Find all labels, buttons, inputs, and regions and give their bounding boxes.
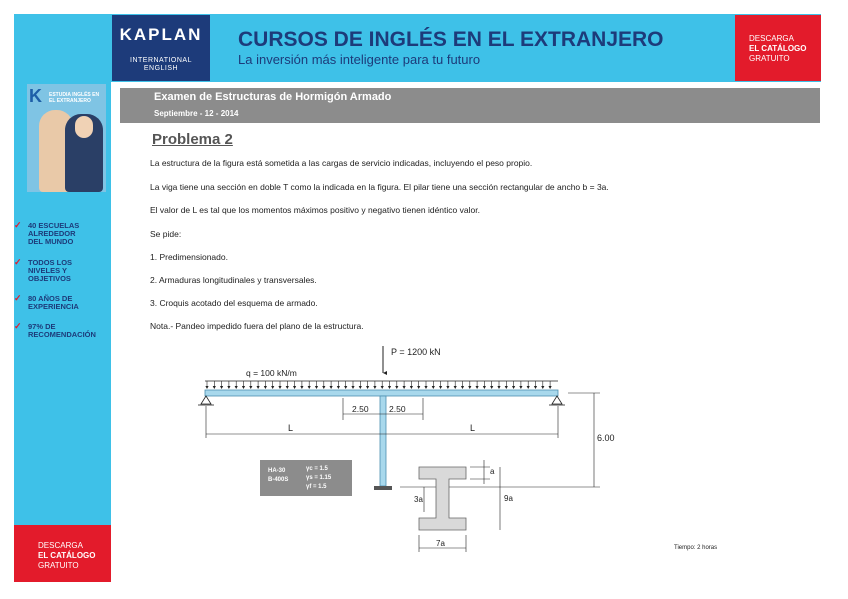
width-label: 7a [436, 539, 445, 548]
paragraph: 2. Armaduras longitudinales y transversales. [150, 275, 317, 285]
dist-load-arrowhead [454, 386, 457, 389]
i-section [419, 467, 466, 530]
dist-load-arrowhead [227, 386, 230, 389]
feature-line: 80 AÑOS DE [28, 294, 73, 303]
point-load-label: P = 1200 kN [391, 347, 441, 357]
dist-load-arrows [205, 381, 551, 389]
dist-load-arrowhead [286, 386, 289, 389]
feature-line: OBJETIVOS [28, 274, 71, 283]
dist-load-arrowhead [388, 386, 391, 389]
exam-title: Examen de Estructuras de Hormigón Armado [154, 91, 392, 103]
dist-load-arrowhead [424, 386, 427, 389]
dist-load-arrowhead [512, 386, 515, 389]
banner-subtitle[interactable]: La inversión más inteligente para tu futuro [238, 52, 481, 67]
paragraph: Nota.- Pandeo impedido fuera del plano de la estructura. [150, 321, 364, 331]
dist-load-arrowhead [519, 386, 522, 389]
dist-load-arrowhead [446, 386, 449, 389]
exam-date: Septiembre - 12 - 2014 [154, 109, 239, 118]
dist-load-arrowhead [468, 386, 471, 389]
dist-load-arrowhead [308, 386, 311, 389]
dist-load-arrowhead [476, 386, 479, 389]
check-icon: ✓ [14, 220, 22, 230]
feature-line: EXPERIENCIA [28, 302, 79, 311]
cta-line-2: EL CATÁLOGO [749, 44, 807, 53]
dist-load-arrowhead [373, 386, 376, 389]
cta-line-1: DESCARGA [749, 34, 794, 43]
check-icon: ✓ [14, 293, 22, 303]
span-left-label: L [288, 423, 294, 433]
factor-loads: γf = 1.5 [306, 484, 327, 490]
dist-load-arrowhead [410, 386, 413, 389]
dist-load-arrowhead [403, 386, 406, 389]
dim-left-half: 2.50 [352, 404, 369, 414]
dist-load-arrowhead [483, 386, 486, 389]
material-concrete: HA-30 [268, 468, 286, 474]
dist-load-arrowhead [264, 386, 267, 389]
dist-load-arrowhead [549, 386, 552, 389]
dist-load-arrowhead [278, 386, 281, 389]
side-cta-line-2: EL CATÁLOGO [38, 551, 96, 560]
factor-concrete: γc = 1.5 [306, 466, 328, 472]
dist-load-arrowhead [439, 386, 442, 389]
dist-load-arrowhead [505, 386, 508, 389]
logo-sub2: ENGLISH [143, 65, 179, 72]
dist-load-arrowhead [541, 386, 544, 389]
paragraph: 1. Predimensionado. [150, 252, 228, 262]
check-icon: ✓ [14, 257, 22, 267]
dim-right-half: 2.50 [389, 404, 406, 414]
dist-load-arrowhead [490, 386, 493, 389]
paragraph: La estructura de la figura está sometida a las cargas de servicio indicadas, incluyendo el peso propio. [150, 158, 533, 168]
height-label: 6.00 [597, 433, 615, 443]
column [380, 396, 386, 486]
feature-line: RECOMENDACIÓN [28, 330, 96, 339]
dist-load-arrowhead [235, 386, 238, 389]
depth-label: 9a [504, 494, 513, 503]
dist-load-arrowhead [300, 386, 303, 389]
problem-title: Problema 2 [152, 131, 233, 148]
feature-line: DEL MUNDO [28, 237, 74, 246]
left-support [201, 396, 211, 404]
column-base [374, 486, 392, 490]
dist-load-arrowhead [417, 386, 420, 389]
paragraph: Se pide: [150, 229, 182, 239]
dist-load-arrowhead [271, 386, 274, 389]
dist-load-arrowhead [249, 386, 252, 389]
dist-load-arrowhead [366, 386, 369, 389]
feature-line: NIVELES Y [28, 266, 68, 275]
paragraph: El valor de L es tal que los momentos máximos positivo y negativo tienen idéntico valor. [150, 205, 480, 215]
dist-load-arrowhead [330, 386, 333, 389]
logo-sub1: INTERNATIONAL [130, 57, 192, 64]
web-label: 3a [414, 495, 423, 504]
feature-line: TODOS LOS [28, 258, 73, 267]
check-icon: ✓ [14, 321, 22, 331]
paragraph: La viga tiene una sección en doble T como la indicada en la figura. El pilar tiene una sección rectangular de ancho b = 3a. [150, 182, 609, 192]
beam [205, 390, 558, 396]
dist-load-label: q = 100 kN/m [246, 368, 297, 378]
dist-load-arrowhead [497, 386, 500, 389]
material-steel: B-400S [268, 477, 289, 483]
dist-load-arrowhead [242, 386, 245, 389]
side-cta-line-1: DESCARGA [38, 541, 83, 550]
paragraph: 3. Croquis acotado del esquema de armado. [150, 298, 318, 308]
dist-load-arrowhead [432, 386, 435, 389]
span-right-label: L [470, 423, 476, 433]
dist-load-arrowhead [344, 386, 347, 389]
cover-k-logo: K [29, 86, 42, 106]
dist-load-arrowhead [351, 386, 354, 389]
logo-word: KAPLAN [119, 25, 203, 44]
dist-load-arrowhead [337, 386, 340, 389]
dist-load-arrowhead [315, 386, 318, 389]
dist-load-arrowhead [213, 386, 216, 389]
dist-load-arrowhead [322, 386, 325, 389]
dist-load-arrowhead [381, 386, 384, 389]
dist-load-arrowhead [534, 386, 537, 389]
dist-load-arrowhead [527, 386, 530, 389]
cta-line-3: GRATUITO [749, 54, 790, 63]
exam-time: Tiempo: 2 horas [674, 545, 718, 551]
flange-label: a [490, 467, 495, 476]
dist-load-arrowhead [220, 386, 223, 389]
dist-load-arrowhead [395, 386, 398, 389]
dist-load-arrowhead [205, 386, 208, 389]
feature-line: ALREDEDOR [28, 229, 76, 238]
dist-load-arrowhead [293, 386, 296, 389]
side-cta-line-3: GRATUITO [38, 561, 79, 570]
dist-load-arrowhead [359, 386, 362, 389]
factor-steel: γs = 1.15 [306, 475, 332, 481]
dist-load-arrowhead [257, 386, 260, 389]
banner-title[interactable]: CURSOS DE INGLÉS EN EL EXTRANJERO [238, 28, 664, 51]
feature-line: 40 ESCUELAS [28, 221, 80, 230]
dist-load-arrowhead [461, 386, 464, 389]
feature-line: 97% DE [28, 322, 56, 331]
right-support [552, 396, 562, 404]
cover-text: ESTUDIA INGLÉS EN EL EXTRANJERO [49, 92, 100, 104]
